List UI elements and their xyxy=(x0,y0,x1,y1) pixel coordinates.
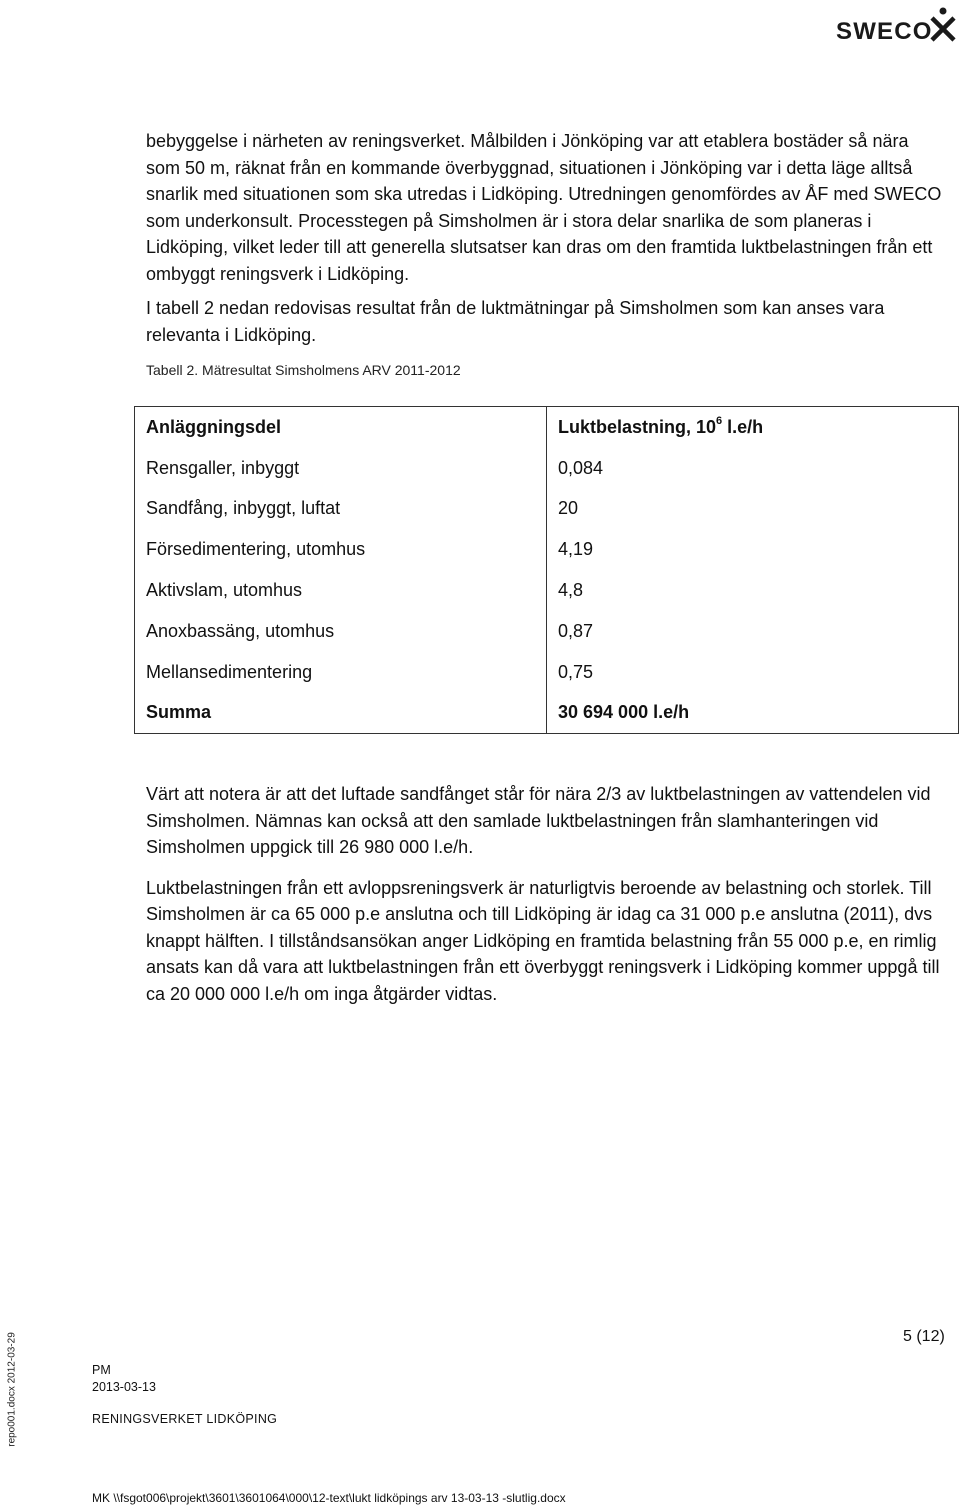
template-id: repo001.docx 2012-03-29 xyxy=(6,1332,18,1447)
paragraph: I tabell 2 nedan redovisas resultat från de luktmätningar på Simsholmen som kan anses vara relevanta i Lidköping. xyxy=(146,298,885,345)
header-cell xyxy=(547,407,959,448)
table-row xyxy=(135,652,959,693)
table-total-row xyxy=(135,693,959,734)
table-cell: Summa xyxy=(135,693,547,734)
logo-text: SWECO xyxy=(836,18,933,45)
table-row xyxy=(135,570,959,611)
table-cell: Försedimentering, utomhus xyxy=(135,529,547,570)
table-row xyxy=(135,611,959,652)
page-number: 5 (12) xyxy=(903,1328,945,1345)
table-cell: Anoxbassäng, utomhus xyxy=(135,611,547,652)
footer-path: MK \\fsgot006\projekt\3601\3601064\000\12-text\lukt lidköpings arv 13-03-13 -slutlig.docx xyxy=(92,1491,566,1505)
table-caption: Tabell 2. Mätresultat Simsholmens ARV 2011-2012 xyxy=(146,362,461,378)
footer-doc-type: PM xyxy=(92,1363,111,1377)
header-superscript: 6 xyxy=(716,414,723,427)
table-cell: 20 xyxy=(558,498,579,519)
paragraph: Värt att notera är att det luftade sandfånget står för nära 2/3 av luktbelastningen av vattendelen vid Simsholmen. Nämnas kan också att den samlade luktbelastningen från slamhanteringen vid Simsholmen uppgick till 26 980 000 l.e/h. xyxy=(146,784,931,857)
sweco-logo xyxy=(832,6,958,46)
table-cell: 0,75 xyxy=(558,661,594,682)
sweco-mark-icon xyxy=(928,6,958,44)
table-cell: 0,87 xyxy=(558,620,594,641)
table-cell: Aktivslam, utomhus xyxy=(135,570,547,611)
table-header-row xyxy=(135,407,959,448)
header-cell: Anläggningsdel xyxy=(135,407,547,448)
odor-table xyxy=(134,406,959,734)
table-row xyxy=(135,448,959,489)
table-cell: 0,084 xyxy=(558,457,604,478)
paragraph: Luktbelastningen från ett avloppsreningsverk är naturligtvis beroende av belastning och storlek. Till Simsholmen är ca 65 000 p.e anslutna och till Lidköping är idag ca 31 000 p.e anslutna (2011), dvs knappt hälften. I tillståndsansökan anger Lidköping en framtida belastning från 55 000 p.e, en rimlig ansats kan då vara att luktbelastningen från ett överbyggt reningsverk i Lidköping kommer uppgå till ca 20 000 000 l.e/h om inga åtgärder vidtas. xyxy=(146,877,940,1004)
footer-project: RENINGSVERKET LIDKÖPING xyxy=(92,1412,278,1426)
table-cell: Mellansedimentering xyxy=(135,652,547,693)
body-text-lower xyxy=(146,781,946,1021)
table-cell: Sandfång, inbyggt, luftat xyxy=(135,489,547,530)
table-row xyxy=(135,489,959,530)
header-unit: l.e/h xyxy=(722,416,764,437)
paragraph: bebyggelse i närheten av reningsverket. Målbilden i Jönköping var att etablera bostäder så nära som 50 m, räknat från en kommande överbyggnad, situationen i Jönköping var i detta läge alltså snarlik med situationen som ska utredas i Lidköping. Utredningen genomfördes av ÅF med SWECO som underkonsult. Processtegen på Simsholmen är i stora delar snarlika de som planeras i Lidköping, vilket leder till att generella slutsatser kan dras om den framtida luktbelastningen från ett ombyggt reningsverk i Lidköping. xyxy=(146,131,942,284)
header-text: Luktbelastning, 10 xyxy=(558,416,717,437)
table-cell: 4,8 xyxy=(558,580,584,601)
body-text xyxy=(146,128,946,388)
table-cell: Rensgaller, inbyggt xyxy=(135,448,547,489)
table-cell: 4,19 xyxy=(558,539,594,560)
table-row xyxy=(135,529,959,570)
table-cell: 30 694 000 l.e/h xyxy=(558,702,690,723)
footer-date: 2013-03-13 xyxy=(92,1380,156,1394)
